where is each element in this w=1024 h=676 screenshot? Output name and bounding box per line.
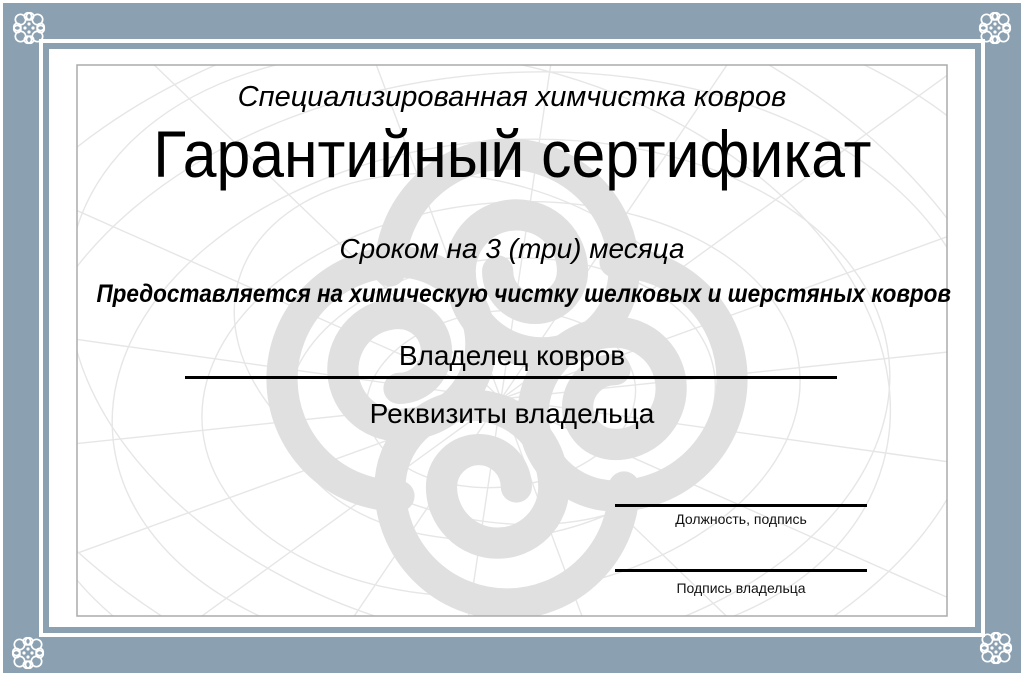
certificate-title-text: Гарантийный сертификат (152, 117, 872, 191)
swirl-quatrefoil-icon (8, 633, 48, 673)
swirl-quatrefoil-icon (9, 8, 49, 48)
swirl-quatrefoil-icon (976, 628, 1016, 668)
certificate-provision-text: Предоставляется на химическую чистку шелковых и шерстяных ковров (96, 280, 952, 308)
swirl-quatrefoil-icon (975, 8, 1015, 48)
owner-fill-in-line (185, 376, 837, 379)
certificate-provision-line (49, 280, 975, 309)
signature-label-owner: Подпись владельца (676, 580, 806, 596)
certificate-term-line: Сроком на 3 (три) месяца (339, 233, 685, 264)
owner-label: Владелец ковров (398, 340, 626, 371)
signature-line-position (615, 504, 867, 507)
certificate-subtitle: Специализированная химчистка ковров (237, 81, 787, 113)
certificate-paper (49, 49, 975, 627)
owner-details-label: Реквизиты владельца (369, 398, 655, 429)
signature-line-owner (615, 569, 867, 572)
certificate-title (49, 117, 975, 191)
signature-label-position: Должность, подпись (675, 511, 807, 527)
